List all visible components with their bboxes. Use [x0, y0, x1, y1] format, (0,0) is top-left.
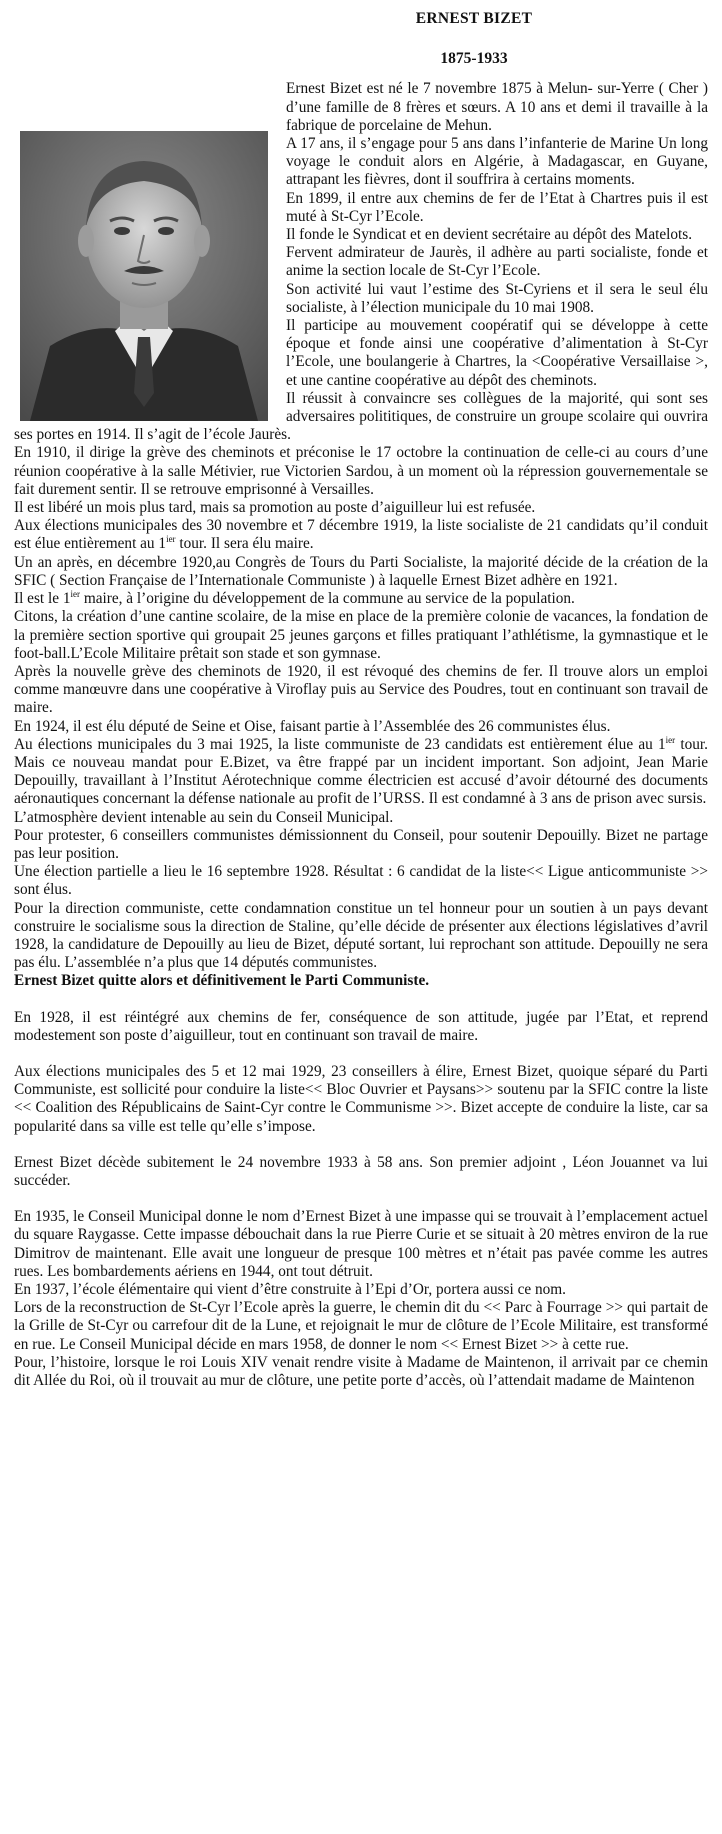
paragraph: Il fonde le Syndicat et en devient secrétaire au dépôt des Matelots.	[286, 226, 693, 244]
paragraph: Fervent admirateur de Jaurès, il adhère au parti socialiste, fonde et anime la section locale de St-Cyr l’Ecole.	[286, 244, 708, 280]
spacer	[14, 1190, 708, 1208]
portrait-photo	[20, 131, 268, 421]
portrait-image	[20, 131, 268, 421]
paragraph-premier-maire	[14, 590, 708, 608]
paragraph: A 17 ans, il s’engage pour 5 ans dans l’infanterie de Marine Un long voyage le conduit alors en Algérie, à Madagascar, en Guyane, attrapant les fièvres, dont il souffrira à certains moments.	[286, 135, 708, 189]
paragraph: L’atmosphère devient intenable au sein du Conseil Municipal.	[14, 808, 394, 826]
paragraph: Il participe au mouvement coopératif qui se développe à cette époque et fonde ainsi une coopérative d’alimentation à St-Cyr l’Ecole, une boulangerie à Chartres, la <Coopérative Versaillaise >, et une cantine coopérative au dépôt des cheminots.	[286, 317, 708, 389]
paragraph-1925	[14, 736, 708, 809]
paragraph: En 1899, il entre aux chemins de fer de l’Etat à Chartres puis il est muté à St-Cyr l’Ecole.	[286, 189, 708, 225]
text-span: tour. Mais ce nouveau mandat pour E.Bizet, va être frappé par un incident important. Son adjoint, Jean Marie Depouilly, travaillant à l’Institut Aérotechnique comme électricien est accusé d’avoir détourné des documents aéronautiques concernant la défense nationale au profit de l’URSS. Il est condamné à 3 ans de prison avec sursis.	[14, 735, 708, 808]
paragraph-citons: Citons, la création d’une cantine scolaire, de la mise en place de la première colonie de vacances, la fondation de la première section sportive qui groupait 25 jeunes garçons et filles pratiquant l’athlétisme, la gymnastique et le foot-ball.L’Ecole Militaire prêtait son stade et son gymnase.	[14, 608, 708, 662]
paragraph: Pour la direction communiste, cette condamnation constitue un tel honneur pour un soutien à un pays devant construire le socialisme sous la direction de Staline, qu’elle décide de présenter aux élections législatives d’avril 1928, la candidature de Depouilly au lieu de Bizet, député sortant, lui reprochant son attitude. Depouilly ne sera pas élu. L’assemblée n’a plus que 14 députés communistes.	[14, 899, 708, 972]
text-span: Au élections municipales du 3 mai 1925, la liste communiste de 23 candidats est entièrement élue au 1	[14, 735, 666, 753]
spacer	[14, 1045, 708, 1063]
paragraph: En 1910, il dirige la grève des cheminots et préconise le 17 octobre la continuation de celle-ci au cours d’une réunion coopérative à la salle Métivier, rue Victorien Sardou, à un moment où la répression gouvernementale se fait durement sentir. Il se retrouve emprisonné à Versailles.	[14, 444, 708, 498]
paragraph: Lors de la reconstruction de St-Cyr l’Ecole après la guerre, le chemin dit du << Parc à Fourrage >> qui partait de la Grille de St-Cyr ou carrefour dit de la Lune, et rejoignait le mur de clôture de l’Ecole Militaire, est transformé en rue. Le Conseil Municipal décide en mars 1958, de donner le nom << Ernest Bizet >> à cette rue.	[14, 1299, 708, 1353]
text-span: Il est le 1	[14, 590, 71, 608]
paragraph: En 1935, le Conseil Municipal donne le nom d’Ernest Bizet à une impasse qui se trouvait à l’emplacement actuel du square Raygasse. Cette impasse débouchait dans la rue Pierre Curie et se situait à 20 mètres environ de la rue Dimitrov de maintenant. Elle avait une longueur de presque 100 mètres et n’était pas pavée comme les autres rues. Les bombardements aériens en 1944, ont tout détruit.	[14, 1208, 708, 1280]
paragraph: Il réussit à convaincre ses collègues de la majorité, qui sont ses adversaires polititiques, de construire un groupe scolaire qui ouvrira ses portes en 1914. Il s’agit de l’école Jaurès.	[14, 389, 708, 444]
paragraph: Ernest Bizet est né le 7 novembre 1875 à Melun- sur-Yerre ( Cher ) d’une famille de 8 frères et sœurs. A 10 ans et demi il travaille à la fabrique de porcelaine de Mehun.	[286, 80, 708, 134]
superscript: ier	[166, 534, 176, 545]
paragraph-greve: Après la nouvelle grève des cheminots de 1920, il est révoqué des chemins de fer. Il trouve alors un emploi comme manœuvre dans une coopérative à Viroflay puis au Service des Poudres, tout en continuant son travail de maire.	[14, 662, 708, 717]
superscript: ier	[665, 734, 676, 745]
paragraph: Il est libéré un mois plus tard, mais sa promotion au poste d’aiguilleur lui est refusée.	[14, 499, 536, 517]
paragraph-1933: Ernest Bizet décède subitement le 24 novembre 1933 à 58 ans. Son premier adjoint , Léon Jouannet va lui succéder.	[14, 1153, 708, 1189]
spacer	[14, 991, 708, 1009]
text-span: tour. Il sera élu maire.	[175, 535, 314, 553]
paragraph: Pour, l’histoire, lorsque le roi Louis XIV venait rendre visite à Madame de Maintenon, il arrivait par ce chemin dit Allée du Roi, où il trouvait au mur de clôture, une petite porte d’accès, où l’attendait madame de Maintenon	[14, 1353, 708, 1390]
paragraph: Pour protester, 6 conseillers communistes démissionnent du Conseil, pour soutenir Depouilly. Bizet ne partage pas leur position.	[14, 826, 708, 862]
paragraph-1928: En 1928, il est réintégré aux chemins de fer, conséquence de son attitude, jugée par l’Etat, et reprend modestement son poste d’aiguilleur, tout en continuant son travail de maire.	[14, 1008, 708, 1044]
text-span: Aux élections municipales des 30 novembre et 7 décembre 1919, la liste socialiste de 21 candidats qu’il conduit est élue entièrement au 1	[14, 517, 708, 553]
superscript: ier	[70, 589, 80, 599]
document-title: ERNEST BIZET	[415, 10, 533, 27]
document-dates: 1875-1933	[440, 50, 508, 68]
bold-statement: Ernest Bizet quitte alors et définitivement le Parti Communiste.	[14, 972, 430, 990]
paragraph: Une élection partielle a lieu le 16 septembre 1928. Résultat : 6 candidat de la liste<< Ligue anticommuniste >> sont élus.	[14, 863, 708, 899]
paragraph-1929: Aux élections municipales des 5 et 12 mai 1929, 23 conseillers à élire, Ernest Bizet, quoique séparé du Parti Communiste, est sollicité pour conduire la liste<< Bloc Ouvrier et Paysans>> soutenu par la SFIC contre la liste << Coalition des Républicains de Saint-Cyr contre le Communisme >>. Bizet accepte de conduire la liste, car sa popularité dans sa ville est telle qu’elle s’impose.	[14, 1062, 708, 1135]
spacer	[14, 1136, 708, 1154]
paragraph-1919	[14, 517, 708, 553]
paragraph: Son activité lui vaut l’estime des St-Cyriens et il sera le seul élu socialiste, à l’élection municipale du 10 mai 1908.	[286, 280, 708, 316]
text-span: maire, à l’origine du développement de la commune au service de la population.	[80, 590, 575, 608]
paragraph-1920: Un an après, en décembre 1920,au Congrès de Tours du Parti Socialiste, la majorité décide de la création de la SFIC ( Section Française de l’Internationale Communiste ) à laquelle Ernest Bizet adhère en 1921.	[14, 553, 708, 589]
paragraph-1924: En 1924, il est élu député de Seine et Oise, faisant partie à l’Assemblée des 26 communistes élus.	[14, 717, 611, 735]
paragraph: En 1937, l’école élémentaire qui vient d’être construite à l’Epi d’Or, portera aussi ce nom.	[14, 1281, 566, 1298]
